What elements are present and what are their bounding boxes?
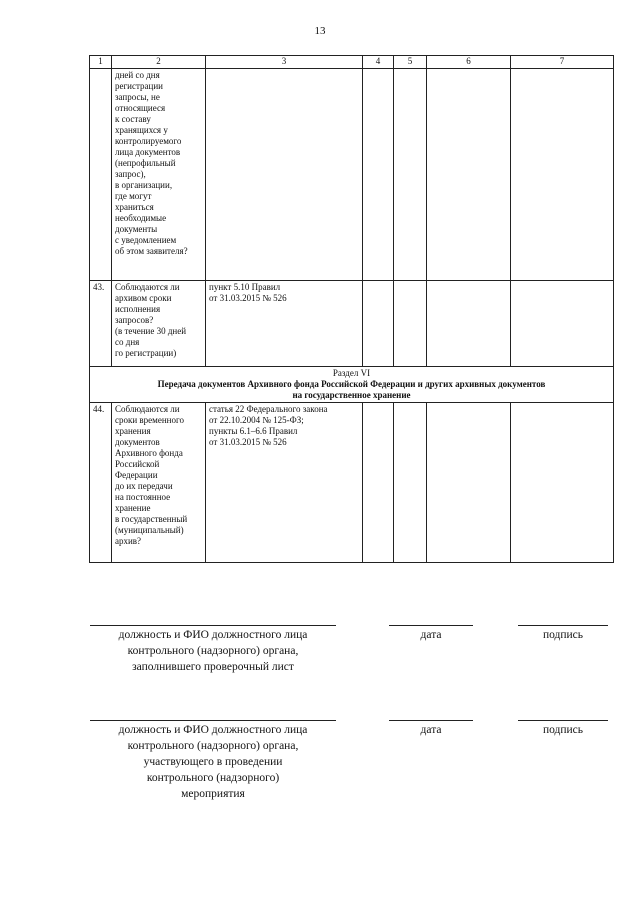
header-cell: 2	[112, 56, 206, 69]
position-line	[90, 720, 336, 721]
question-text: дней со дня регистрации запросы, не относящиеся к составу хранящихся у контролируемого лица документов (непрофильный запрос), в организации, где могут храниться необходимые документы с уведомлением об этом заявителя?	[112, 69, 206, 281]
answer-cell	[394, 403, 427, 563]
date-line	[389, 720, 473, 721]
answer-cell	[427, 403, 511, 563]
row-number	[90, 69, 112, 281]
header-cell: 7	[511, 56, 614, 69]
answer-cell	[511, 69, 614, 281]
date-caption: дата	[420, 724, 442, 736]
signature-line	[518, 720, 608, 721]
answer-cell	[511, 281, 614, 367]
reference-text: статья 22 Федерального закона от 22.10.2004 № 125-ФЗ; пункты 6.1–6.6 Правил от 31.03.2015 № 526	[206, 403, 363, 563]
page-number: 13	[314, 25, 326, 37]
position-caption: должность и ФИО должностного лица контрольного (надзорного) органа, участвующего в проведении контрольного (надзорного) мероприятия	[118, 724, 308, 800]
table-row	[90, 403, 614, 563]
header-cell: 6	[427, 56, 511, 69]
answer-cell	[363, 281, 394, 367]
section-title: Передача документов Архивного фонда Российской Федерации и других архивных документов на государственное хранение	[157, 379, 546, 400]
checklist-table	[89, 55, 614, 563]
answer-cell	[427, 69, 511, 281]
header-cell: 4	[363, 56, 394, 69]
answer-cell	[363, 69, 394, 281]
question-text: Соблюдаются ли архивом сроки исполнения запросов? (в течение 30 дней со дня го регистрации)	[112, 281, 206, 367]
signature-caption: подпись	[542, 724, 584, 736]
question-text: Соблюдаются ли сроки временного хранения документов Архивного фонда Российской Федерации до их передачи на постоянное хранение в государственный (муниципальный) архив?	[112, 403, 206, 563]
date-caption: дата	[420, 629, 442, 641]
signature-line	[518, 625, 608, 626]
header-cell: 3	[206, 56, 363, 69]
table-row	[90, 69, 614, 281]
reference-text	[206, 69, 363, 281]
header-cell: 5	[394, 56, 427, 69]
table-row	[90, 281, 614, 367]
position-caption: должность и ФИО должностного лица контрольного (надзорного) органа, заполнившего проверочный лист	[118, 629, 308, 673]
answer-cell	[363, 403, 394, 563]
signature-caption: подпись	[542, 629, 584, 641]
table-header-row	[90, 56, 614, 69]
answer-cell	[394, 281, 427, 367]
header-cell: 1	[90, 56, 112, 69]
date-line	[389, 625, 473, 626]
section-heading	[90, 367, 614, 403]
row-number: 44.	[90, 403, 112, 563]
position-line	[90, 625, 336, 626]
answer-cell	[511, 403, 614, 563]
row-number: 43.	[90, 281, 112, 367]
answer-cell	[394, 69, 427, 281]
section-row	[90, 367, 614, 403]
section-label: Раздел VI	[332, 368, 371, 378]
answer-cell	[427, 281, 511, 367]
reference-text: пункт 5.10 Правил от 31.03.2015 № 526	[206, 281, 363, 367]
